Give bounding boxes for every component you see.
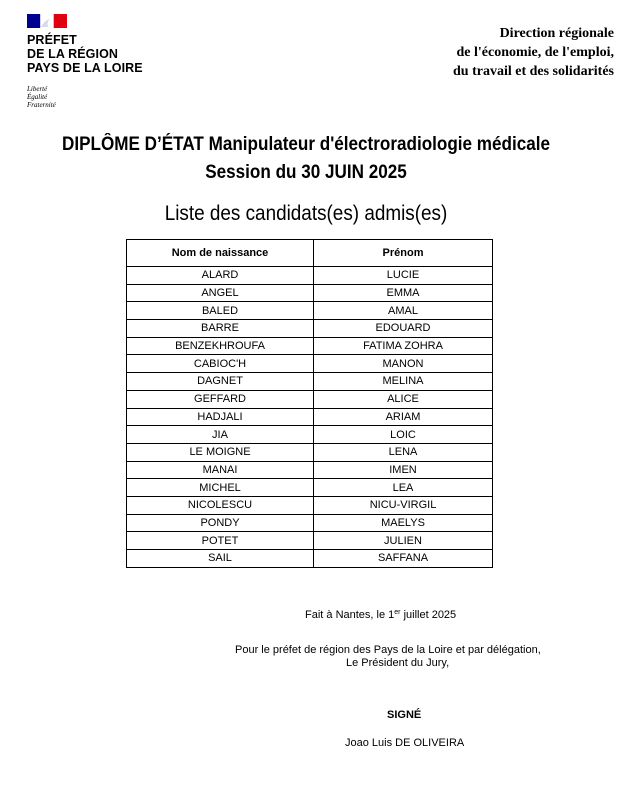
cell-surname: BALED	[127, 302, 314, 320]
table-row	[127, 408, 493, 426]
document-title	[31, 131, 582, 187]
cell-firstname: LOIC	[314, 426, 493, 444]
table-body	[127, 267, 493, 568]
cell-firstname: AMAL	[314, 302, 493, 320]
delegation-text: Pour le préfet de région des Pays de la Loire et par délégation,	[235, 644, 541, 656]
column-header-surname: Nom de naissance	[127, 240, 314, 267]
cell-surname: POTET	[127, 532, 314, 550]
logo-line: PAYS DE LA LOIRE	[27, 61, 143, 75]
column-header-firstname: Prénom	[314, 240, 493, 267]
cell-surname: LE MOIGNE	[127, 443, 314, 461]
cell-surname: NICOLESCU	[127, 496, 314, 514]
cell-firstname: EDOUARD	[314, 320, 493, 338]
cell-firstname: MELINA	[314, 373, 493, 391]
cell-surname: ANGEL	[127, 284, 314, 302]
table-row	[127, 267, 493, 285]
jury-president-label: Le Président du Jury,	[346, 657, 450, 669]
republic-motto	[27, 85, 56, 109]
cell-surname: MICHEL	[127, 479, 314, 497]
cell-surname: ALARD	[127, 267, 314, 285]
cell-surname: MANAI	[127, 461, 314, 479]
title-line-2: Session du 30 JUIN 2025	[205, 162, 407, 183]
admitted-candidates-table	[126, 239, 493, 568]
logo-text	[27, 33, 143, 75]
signature-mark: SIGNÉ	[387, 709, 422, 721]
table-row	[127, 355, 493, 373]
cell-firstname: ARIAM	[314, 408, 493, 426]
table-row	[127, 337, 493, 355]
cell-firstname: ALICE	[314, 390, 493, 408]
logo-line: DE LA RÉGION	[27, 47, 119, 61]
table-row	[127, 496, 493, 514]
table-row	[127, 320, 493, 338]
cell-firstname: MANON	[314, 355, 493, 373]
direction-line: du travail et des solidarités	[453, 64, 614, 79]
cell-surname: GEFFARD	[127, 390, 314, 408]
cell-firstname: SAFFANA	[314, 550, 493, 568]
table-row	[127, 479, 493, 497]
cell-surname: SAIL	[127, 550, 314, 568]
signatory-name: Joao Luis DE OLIVEIRA	[345, 737, 465, 749]
cell-firstname: LEA	[314, 479, 493, 497]
table-row	[127, 550, 493, 568]
table-row	[127, 373, 493, 391]
cell-firstname: EMMA	[314, 284, 493, 302]
table-row	[127, 390, 493, 408]
cell-firstname: JULIEN	[314, 532, 493, 550]
date-ordinal: er	[394, 609, 401, 616]
list-subtitle: Liste des candidats(es) admis(es)	[164, 202, 448, 225]
table-row	[127, 532, 493, 550]
table-row	[127, 461, 493, 479]
issuing-direction	[453, 24, 614, 81]
table-row	[127, 514, 493, 532]
cell-surname: BENZEKHROUFA	[127, 337, 314, 355]
cell-surname: CABIOC'H	[127, 355, 314, 373]
cell-firstname: NICU-VIRGIL	[314, 496, 493, 514]
cell-surname: DAGNET	[127, 373, 314, 391]
cell-firstname: LENA	[314, 443, 493, 461]
table-row	[127, 284, 493, 302]
cell-surname: PONDY	[127, 514, 314, 532]
cell-surname: HADJALI	[127, 408, 314, 426]
motto-line: Égalité	[27, 93, 48, 101]
title-line-1: DIPLÔME D’ÉTAT Manipulateur d'électroradiologie médicale	[61, 134, 550, 155]
direction-line: de l'économie, de l'emploi,	[456, 45, 614, 60]
marianne-flag-icon	[27, 14, 67, 28]
table-row	[127, 426, 493, 444]
table-header-row	[127, 240, 493, 267]
cell-surname: BARRE	[127, 320, 314, 338]
place-date-prefix: Fait à Nantes, le 1	[305, 609, 395, 621]
cell-firstname: IMEN	[314, 461, 493, 479]
logo-line: PRÉFET	[27, 33, 77, 47]
direction-line: Direction régionale	[499, 26, 614, 41]
motto-line: Liberté	[27, 85, 48, 93]
cell-firstname: FATIMA ZOHRA	[314, 337, 493, 355]
table-row	[127, 443, 493, 461]
cell-surname: JIA	[127, 426, 314, 444]
cell-firstname: MAELYS	[314, 514, 493, 532]
table-row	[127, 302, 493, 320]
motto-line: Fraternité	[27, 101, 56, 109]
cell-firstname: LUCIE	[314, 267, 493, 285]
place-date-suffix: juillet 2025	[400, 609, 457, 621]
place-date	[305, 609, 456, 622]
